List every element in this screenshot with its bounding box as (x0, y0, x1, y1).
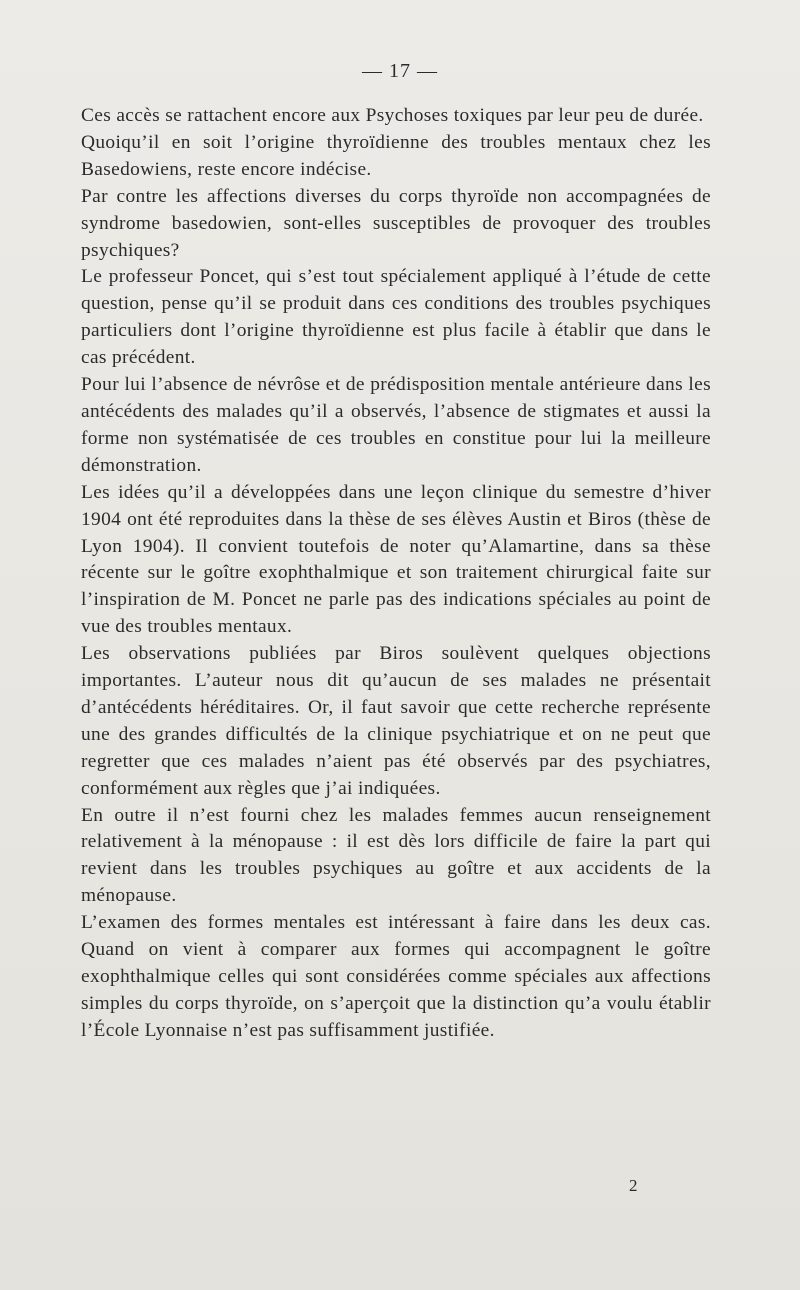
paragraph: L’examen des formes mentales est intéressant à faire dans les deux cas. Quand on vient à comparer aux formes qui accompagnent le goître exophthalmique celles qui sont considérées comme spéciales aux affections simples du corps thyroïde, on s’aperçoit que la distinction qu’a voulu établir l’École Lyonnaise n’est pas suffisamment justifiée. (81, 912, 711, 1041)
paragraph: Les idées qu’il a développées dans une leçon clinique du semestre d’hiver 1904 ont été reproduites dans la thèse de ses élèves Austin et Biros (thèse de Lyon 1904). Il convient toutefois de noter qu’Alamartine, dans sa thèse récente sur le goître exophthalmique et son traitement chirurgical faite sur l’inspiration de M. Poncet ne parle pas des indications spéciales au point de vue des troubles mentaux. (81, 481, 711, 638)
paragraph: Ces accès se rattachent encore aux Psychoses toxiques par leur peu de durée. (81, 105, 704, 126)
paragraph: Les observations publiées par Biros soulèvent quelques objections importantes. L’auteur nous dit qu’aucun de ses malades ne présentait d’antécédents héréditaires. Or, il faut savoir que cette recherche représente une des grandes difficultés de la clinique psychiatrique et on ne peut que regretter que ces malades n’aient pas été observés par des psychiatres, conformément aux règles que j’ai indiquées. (81, 643, 711, 799)
body-text (81, 103, 711, 1045)
paragraph: Le professeur Poncet, qui s’est tout spécialement appliqué à l’étude de cette question, pense qu’il se produit dans ces conditions des troubles psychiques particuliers dont l’origine thyroïdienne est plus facile à établir que dans le cas précédent. (81, 266, 711, 369)
paragraph: Par contre les affections diverses du corps thyroïde non accompagnées de syndrome basedowien, sont-elles susceptibles de provoquer des troubles psychiques? (81, 185, 711, 261)
paragraph: Quoiqu’il en soit l’origine thyroïdienne des troubles mentaux chez les Basedowiens, reste encore indécise. (81, 131, 711, 180)
paragraph: En outre il n’est fourni chez les malades femmes aucun renseignement relativement à la ménopause : il est dès lors difficile de faire la part qui revient dans les troubles psychiques au goître et aux accidents de la ménopause. (81, 804, 711, 907)
page-number: — 17 — (362, 60, 438, 82)
paragraph: Pour lui l’absence de névrôse et de prédisposition mentale antérieure dans les antécédents des malades qu’il a observés, l’absence de stigmates et aussi la forme non systématisée de ces troubles en constitue pour lui la meilleure démonstration. (81, 374, 711, 476)
signature-mark: 2 (629, 1176, 638, 1195)
